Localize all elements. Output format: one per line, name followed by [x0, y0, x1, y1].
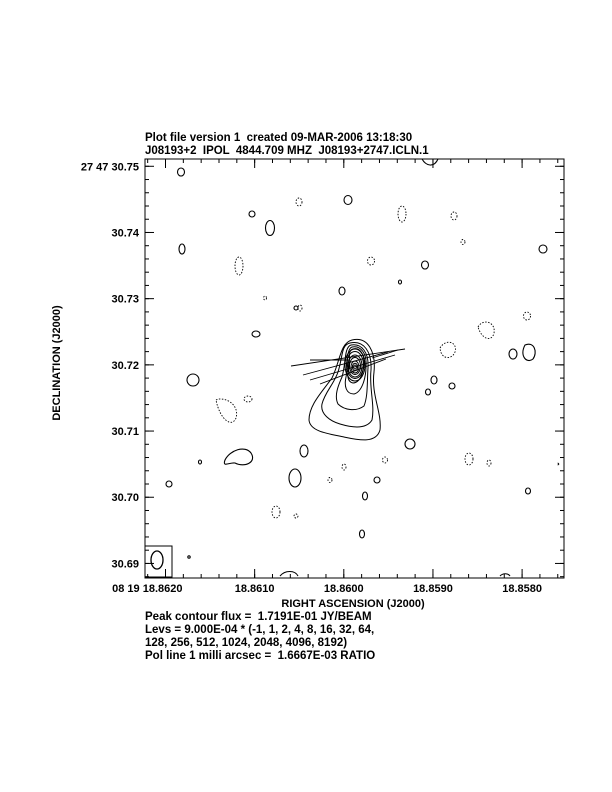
y-axis-title: DECLINATION (J2000): [51, 305, 63, 421]
noise-blob-negative: [440, 342, 455, 357]
noise-blob: [426, 389, 431, 395]
pol-vector: [372, 350, 398, 358]
noise-blob-negative: [557, 463, 559, 465]
noise-blob: [166, 481, 172, 487]
noise-blob: [252, 331, 260, 337]
y-tick-label: 30.70: [111, 492, 139, 505]
noise-blob: [422, 159, 438, 165]
levels-text-2: 128, 256, 512, 1024, 2048, 4096, 8192): [145, 637, 348, 649]
noise-blob: [509, 349, 517, 359]
beam-indicator: [145, 546, 172, 577]
noise-blob: [526, 488, 531, 494]
noise-blob-negative: [244, 396, 252, 402]
noise-blob: [363, 492, 368, 500]
y-tick-label: 30.69: [111, 558, 139, 571]
noise-blob: [500, 574, 510, 576]
noise-blob-negative: [461, 240, 465, 245]
x-tick-label: 18.8590: [413, 583, 453, 595]
noise-blob: [249, 211, 255, 217]
noise-blob: [294, 306, 298, 310]
y-tick-label: 27 47 30.75: [80, 161, 139, 174]
noise-blob: [289, 469, 301, 487]
plot-header-line-2: J08193+2 IPOL 4844.709 MHZ J08193+2747.ICLN.1: [145, 145, 429, 157]
y-tick-label: 30.71: [111, 426, 139, 439]
noise-blob: [187, 374, 199, 386]
x-tick-label: 18.8600: [323, 583, 364, 595]
noise-blob: [539, 245, 547, 253]
x-tick-label: 08 19 18.8620: [112, 583, 183, 595]
noise-blob-negative: [368, 257, 375, 265]
x-axis-title: RIGHT ASCENSION (J2000): [281, 598, 425, 610]
noise-blob-negative: [298, 305, 302, 311]
noise-blob: [344, 196, 352, 205]
noise-blob-negative: [478, 322, 494, 338]
y-tick-label: 30.74: [111, 227, 139, 240]
noise-blob-negative: [216, 399, 237, 422]
plot-header-line-1: Plot file version 1 created 09-MAR-2006 13:18:30: [145, 132, 413, 144]
noise-blob: [449, 383, 455, 389]
contour-level-3: [336, 345, 368, 410]
axis-tick-labels: [81, 161, 542, 595]
levels-text-1: Levs = 9.000E-04 * (-1, 1, 2, 4, 8, 16, 32, 64,: [145, 624, 375, 636]
noise-blob-negative: [487, 460, 491, 466]
noise-blob-negative: [524, 312, 531, 320]
x-tick-label: 18.8610: [234, 583, 275, 595]
noise-blob-negative: [383, 457, 388, 463]
noise-blob-negative: [272, 506, 280, 518]
y-tick-label: 30.73: [111, 293, 139, 306]
peak-flux-text: Peak contour flux = 1.7191E-01 JY/BEAM: [145, 611, 372, 623]
noise-blob-negative: [465, 453, 473, 465]
y-tick-label: 30.72: [111, 359, 139, 372]
noise-blob: [523, 344, 535, 360]
noise-blob: [178, 168, 185, 176]
noise-blob: [199, 460, 202, 464]
noise-blob: [431, 376, 437, 384]
noise-blob: [374, 477, 380, 483]
noise-blob: [266, 221, 275, 236]
noise-blob-negative: [294, 514, 298, 518]
noise-blob: [300, 445, 308, 457]
noise-blob-negative: [296, 198, 302, 206]
negative-noise-contours: [216, 198, 559, 518]
pol-line-scale-text: Pol line 1 milli arcsec = 1.6667E-03 RATIO: [145, 650, 376, 662]
noise-blob-negative: [264, 296, 267, 300]
noise-blob-negative: [235, 257, 243, 275]
noise-blob: [405, 439, 415, 449]
noise-blob: [399, 280, 402, 284]
noise-blob: [179, 244, 185, 254]
x-tick-label: 18.8580: [502, 583, 542, 595]
noise-blob-negative: [328, 478, 332, 483]
noise-blob: [422, 261, 429, 269]
noise-blob: [188, 556, 190, 558]
noise-blob-negative: [342, 464, 346, 470]
noise-blob: [339, 287, 345, 295]
noise-blob: [224, 449, 252, 465]
noise-blob: [280, 572, 298, 577]
noise-blob: [360, 530, 365, 538]
noise-blob-negative: [398, 206, 406, 222]
noise-blob-negative: [451, 212, 457, 220]
contour-level-8: [348, 355, 362, 377]
beam-ellipse: [151, 551, 163, 569]
